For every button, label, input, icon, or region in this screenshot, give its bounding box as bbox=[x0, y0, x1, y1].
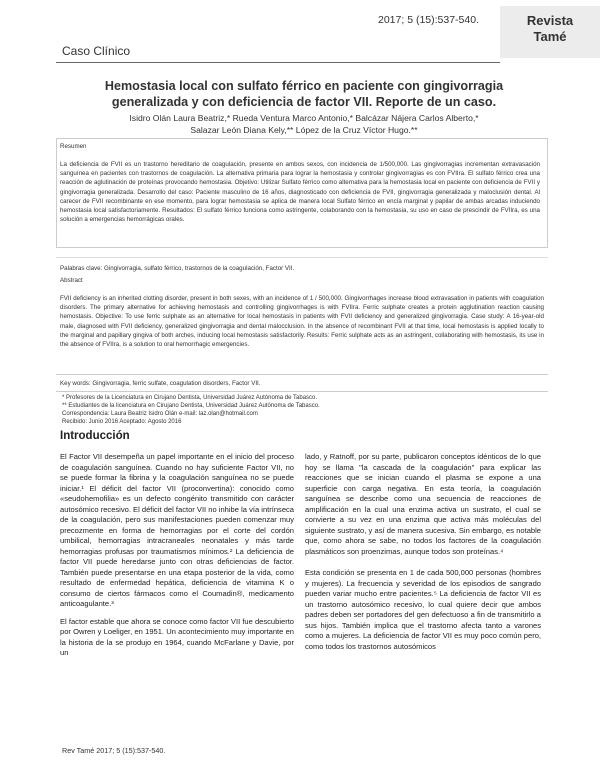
authors-line-2: Salazar León Diana Kely,** López de la Cruz Víctor Hugo.** bbox=[190, 125, 418, 135]
header-divider bbox=[56, 62, 500, 63]
intro-column-right bbox=[305, 452, 541, 659]
paragraph: El factor estable que ahora se conoce como factor VII fue descubierto por Owren y Loeliger, en 1951. Un acontecimiento muy importante en la historia de la se produjo en 1964, cuando McFarlane y Davie, por un bbox=[60, 616, 294, 657]
palabras-clave: Palabras clave: Gingivorragia, sulfato férrico, trastornos de la coagulación, Factor VII. bbox=[60, 265, 295, 272]
intro-heading: Introducción bbox=[60, 430, 130, 442]
title-line-2: generalizada y con deficiencia de factor VII. Reporte de un caso. bbox=[111, 95, 497, 109]
divider bbox=[56, 374, 548, 375]
resumen-label: Resumen bbox=[60, 143, 87, 150]
correspondence-line: Correspondencia: Laura Beatriz Isidro Olán e-mail: laz.olan@hotmail.com bbox=[62, 411, 258, 417]
dates-line: Recibido: Junio 2016 Aceptado: Agosto 2016 bbox=[62, 419, 182, 425]
paragraph: lado, y Ratnoff, por su parte, publicaron conceptos idénticos de lo que hoy se llama "la cascada de la coagulación" para explicar las reacciones que se inician cuando el plasma se expone a una superficie con carga negativa. En esta teoría, la coagulación sanguínea se describe como una secuencia de reacciones de amplificación en la cual una enzima activa un sustrato, el cual se convierte a su vez en una enzima que activa más moléculas del siguiente sustrato, y así de manera sucesiva. Sin embargo, es notable que, como ahora se sabe, no todos los factores de la coagulación plasmáticos son proenzimas, aunque todos son proteínas.⁴ bbox=[305, 452, 541, 556]
abstract-label: Abstract bbox=[60, 277, 83, 284]
page-footer: Rev Tamé 2017; 5 (15):537-540. bbox=[62, 746, 166, 755]
intro-column-left bbox=[60, 452, 294, 666]
journal-name-box bbox=[500, 6, 600, 58]
abstract-text: FVII deficiency is an inherited clotting disorder, present in both sexes, with an incidence of 1 / 500,000. Gingivorrhages increase blood extravasation in patients with coagulation disorders. The primary alternative for achieving hemostasis and controlling gingivorrhages is with FVIIra. Ferric sulphate creates a protein agglutination reaction causing hemostasis. Objective: To use ferric sulphate as an alternative for local hemostasis in patients with FVII deficiency and generalized gingivorragia. Case study: A 16-year-old male, diagnosed with FVII deficiency, generalized gingivorragia and dental malocclusion. In the absence of recombinant FVII at that time, local hemostasis is applied locally to the marginal and papillary gingiva of both arches, inducing local hemostasis satisfactorily. Results: Ferric sulphate acts as an astringent, collaborating with hemostasis, its use in the absence of FVIIra, is a solution to oral hemorrhagic emergencies. bbox=[60, 295, 544, 349]
divider bbox=[56, 391, 548, 392]
paragraph: Esta condición se presenta en 1 de cada 500,000 personas (hombres y mujeres). La frecuencia y severidad de los episodios de sangrado pueden variar mucho entre pacientes.⁵ La deficiencia de factor VII es un trastorno autosómico recesivo, lo cual quiere decir que ambos padres deben ser portadores del gen defectuoso a fin de transmitirlo a sus hijos. También implica que el trastorno afecta tanto a varones como a mujeres. La deficiencia de factor VII es muy poco común pero, como todos los trastornos autosómicos bbox=[305, 568, 541, 651]
affiliation-line: * Profesores de la Licenciatura en Cirujano Dentista, Universidad Juárez Autónoma de Tabasco. bbox=[62, 395, 318, 401]
divider bbox=[56, 257, 548, 258]
citation-header: 2017; 5 (15):537-540. bbox=[378, 14, 479, 26]
author-list bbox=[60, 112, 548, 136]
journal-name-line1: Revista bbox=[526, 13, 574, 28]
resumen-text: La deficiencia de FVII es un trastorno hereditario de coagulación, presente en ambos sexos, con incidencia de 1/500,000. Las gingivorragias incrementan extravasación sanguínea en pacientes con trastornos de coagulación. La alternativa primaria para lograr la hemostasia y controlar gingivorragias es con FVIIra. El sulfato férrico crea una reacción de aglutinación de proteínas provocando hemostasia. Objetivo: Utilizar Sulfato férrico como alternativa para la hemostasia local en paciente con deficiencia de FVII y gingivorragia generalizada. Desarrollo del caso: Paciente masculino de 16 años, diagnosticado con deficiencia de FVII, gingivorragia generalizada y maloclusión dental. Al carecer de FVII recombinante en ese momento, para lograr hemostasia se aplica de manera local Sulfato férrico en encía marginal y papilar de ambas arcadas induciendo hemostasia local satisfactoriamente. Resultados: El sulfato férrico funciona como astringente, colaborando con la hemostasia, su uso en caso de prescindir de FVIIra, es una solución a emergencias hemorrágicas orales. bbox=[60, 161, 540, 224]
section-label: Caso Clínico bbox=[62, 44, 131, 58]
affiliation-line: ** Estudiantes de la licenciatura en Cirujano Dentista, Universidad Juárez Autónoma de Tabasco. bbox=[62, 403, 320, 409]
journal-name-line2: Tamé bbox=[533, 29, 567, 44]
article-title bbox=[60, 78, 548, 110]
affiliations bbox=[62, 394, 320, 426]
paragraph: El Factor VII desempeña un papel importante en el inicio del proceso de coagulación sanguínea. Cuando no hay suficiente Factor VII, no se puede formar la fibrina y la coagulación sanguínea no se puede iniciar.¹ El déficit del factor VII (proconvertina): conocido como «seudohemofilia» es un defecto congénito transmitido con carácter autosómico recesivo. El déficit del factor VII no inhibe la vía intrínseca de la coagulación, pero sus manifestaciones pueden comenzar muy precozmente en forma de hemorragias por el corte del cordón umbilical, hemorragias intracraneales neonatales y más tarde hemorragias profusas por traumatismos mínimos.² La deficiencia de factor VII puede heredarse junto con otras deficiencias de factor. También puede presentarse en una etapa posterior de la vida, como resultado de enfermedad hepática, deficiencia de vitamina K o consumo de ciertos fármacos como el Coumadin®, medicamento anticoagulante.³ bbox=[60, 452, 294, 608]
authors-line-1: Isidro Olán Laura Beatriz,* Rueda Ventura Marco Antonio,* Balcázar Nájera Carlos Alberto,* bbox=[129, 113, 479, 123]
key-words: Key words: Gingivorragia, ferric sulfate, coagulation disorders, Factor VII. bbox=[60, 380, 261, 387]
title-line-1: Hemostasia local con sulfato férrico en paciente con gingivorragia bbox=[104, 79, 504, 93]
